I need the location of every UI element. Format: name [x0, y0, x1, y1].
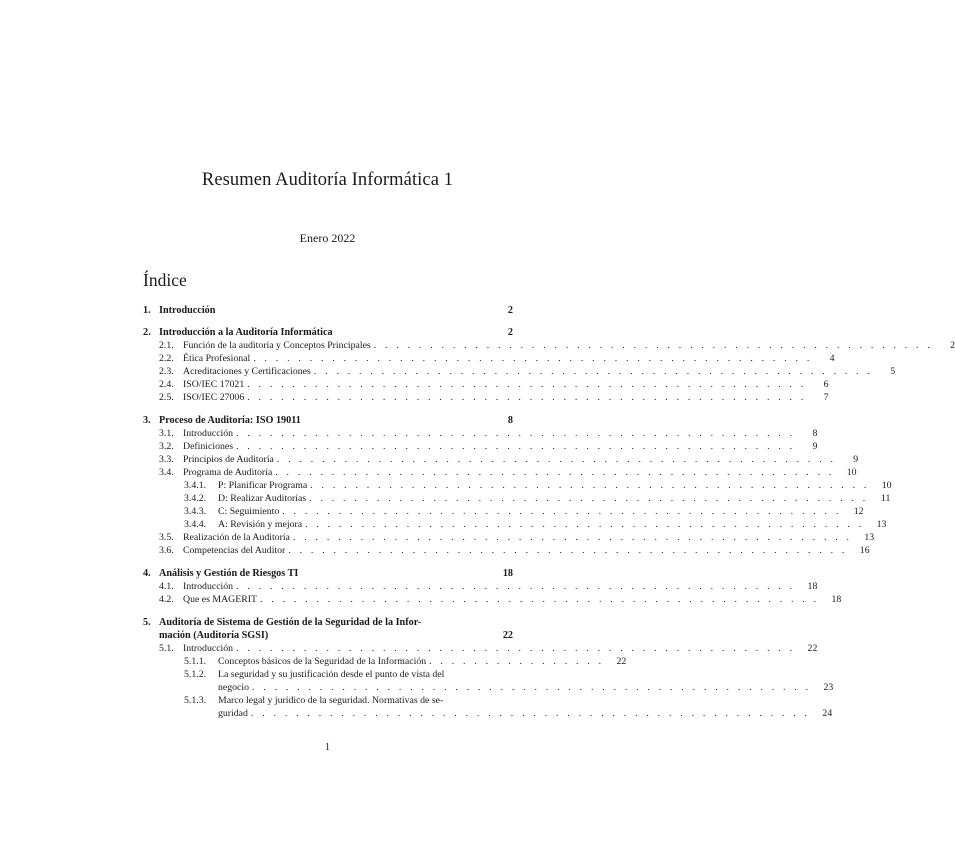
toc-entry-page: 10: [881, 480, 892, 491]
toc-entry-2-3[interactable]: [159, 365, 896, 378]
toc-entry-page: 22: [616, 656, 627, 667]
toc-entry-5-1-2[interactable]: [218, 681, 834, 694]
toc-entry-3-4-3[interactable]: [184, 505, 864, 518]
toc-entry-3-4[interactable]: [159, 466, 857, 479]
toc-leader-dots: . . . . . . . . . . . . . . . . . . . . . . . . . . . . . . . . . . . . . . . . . . . . . . . . . .: [309, 493, 869, 504]
toc-entry-title: Introducción: [159, 305, 216, 316]
toc-entry-page: 18: [831, 594, 842, 605]
toc-entry-1[interactable]: [143, 304, 513, 317]
toc-entry-number: 2.4.: [159, 379, 174, 390]
toc-entry-number: 3.3.: [159, 454, 174, 465]
toc-entry-title: Introducción: [183, 643, 234, 654]
toc-leader-dots: . . . . . . . . . . . . . . . . . . . . . . . . . . . . . . . . . . . . . . . . . . . . . . . . . .: [252, 682, 812, 693]
toc-entry-2-1[interactable]: [159, 339, 955, 352]
toc-entry-page: 2: [507, 305, 513, 316]
toc-entry-title: Introducción: [183, 428, 234, 439]
toc-entry-page: 2: [950, 340, 955, 351]
toc-entry-5-1-3-number: 5.1.3.: [184, 695, 207, 706]
toc-entry-4-1[interactable]: [159, 580, 818, 593]
document-title: Resumen Auditoría Informática 1: [201, 170, 454, 190]
toc-entry-title: P: Planificar Programa: [218, 480, 308, 491]
toc-entry-2[interactable]: [143, 326, 513, 339]
toc-entry-title: Acreditaciones y Certificaciones: [183, 366, 311, 377]
toc-entry-5-number: 5.: [143, 617, 151, 628]
toc-entry-title: Definiciones: [183, 441, 234, 452]
toc-entry-number: 1.: [143, 305, 151, 316]
toc-entry-4[interactable]: [143, 567, 513, 580]
toc-entry-number: 4.2.: [159, 594, 174, 605]
toc-entry-title: Realización de la Auditoría: [183, 532, 290, 543]
toc-entry-page: 4: [829, 353, 835, 364]
toc-entry-2-2[interactable]: [159, 352, 835, 365]
toc-entry-title: Que es MAGERIT: [183, 594, 258, 605]
toc-entry-title: Análisis y Gestión de Riesgos TI: [159, 568, 299, 579]
toc-entry-page: 10: [846, 467, 857, 478]
toc-entry-page: 24: [822, 708, 833, 719]
toc-entry-5[interactable]: [159, 629, 513, 642]
toc-entry-page: 22: [502, 630, 513, 641]
toc-entry-number: 2.3.: [159, 366, 174, 377]
toc-entry-page: 18: [502, 568, 513, 579]
toc-entry-title: Programa de Auditoría: [183, 467, 273, 478]
toc-leader-dots: . . . . . . . . . . . . . . . . . . . . . . . . . . . . . . . . . . . . . . . . . . . . . . . . . .: [373, 340, 934, 351]
toc-leader-dots: . . . . . . . . . . . . . . . . . . . . . . . . . . . . . . . . . . . . . . . . . . . . . . . . . .: [247, 392, 807, 403]
toc-entry-3-6[interactable]: [159, 544, 870, 557]
page-number: 1: [325, 742, 330, 753]
toc-entry-page: 9: [812, 441, 818, 452]
toc-leader-dots: . . . . . . . . . . . . . . . . . . . . . . . . . . . . . . . . . . . . . . . . . . . . . . . . . .: [247, 379, 807, 390]
toc-entry-number: 2.5.: [159, 392, 174, 403]
toc-entry-page: 23: [823, 682, 834, 693]
toc-entry-title: Función de la auditoría y Conceptos Principales: [183, 340, 371, 351]
toc-leader-dots: . . . . . . . . . . . . . . . . . . . . . . . . . . . . . . . . . . . . . . . . . . . . . . . . . .: [236, 643, 796, 654]
toc-entry-page: 11: [881, 493, 891, 504]
toc-entry-title: Introducción a la Auditoría Informática: [159, 327, 333, 338]
toc-entry-page: 2: [507, 327, 513, 338]
toc-entry-5-1-2-title-line1[interactable]: La seguridad y su justificación desde el punto de vista del: [218, 669, 445, 680]
toc-entry-number: 3.6.: [159, 545, 174, 556]
toc-entry-5-1-1[interactable]: [184, 655, 627, 668]
toc-entry-5-1-2-number: 5.1.2.: [184, 669, 207, 680]
toc-entry-title: ISO/IEC 17021: [183, 379, 245, 390]
toc-entry-3-4-2[interactable]: [184, 492, 891, 505]
toc-leader-dots: . . . . . . . . . . . . . . . . . . . . . . . . . . . . . . . . . . . . . . . . . . . . . . . . . .: [275, 467, 835, 478]
toc-entry-number: 3.5.: [159, 532, 174, 543]
toc-entry-page: 12: [853, 506, 864, 517]
toc-entry-number: 4.: [143, 568, 151, 579]
toc-entry-5-1[interactable]: [159, 642, 818, 655]
toc-entry-3-3[interactable]: [159, 453, 859, 466]
toc-entry-page: 16: [859, 545, 870, 556]
toc-leader-dots: . . . . . . . . . . . . . . . . . . . . . . . . . . . . . . . . . . . . . . . . . . . . . . . . . .: [253, 353, 813, 364]
toc-leader-dots: . . . . . . . . . . . . . . . .: [429, 656, 605, 667]
toc-entry-number: 5.1.1.: [184, 656, 207, 667]
toc-entry-title: A: Revisión y mejora: [218, 519, 303, 530]
toc-entry-title: C: Seguimiento: [218, 506, 280, 517]
toc-leader-dots: . . . . . . . . . . . . . . . . . . . . . . . . . . . . . . . . . . . . . . . . . . . . . . . . . .: [236, 428, 796, 439]
document-date: Enero 2022: [299, 231, 356, 245]
toc-entry-number: 2.1.: [159, 340, 174, 351]
toc-entry-page: 22: [807, 643, 818, 654]
toc-entry-4-2[interactable]: [159, 593, 842, 606]
toc-entry-page: 7: [823, 392, 829, 403]
toc-entry-page: 5: [890, 366, 896, 377]
toc-entry-title: Principios de Auditoría: [183, 454, 274, 465]
toc-entry-number: 3.: [143, 415, 151, 426]
toc-entry-number: 3.4.3.: [184, 506, 207, 517]
toc-leader-dots: . . . . . . . . . . . . . . . . . . . . . . . . . . . . . . . . . . . . . . . . . . . . . . . . . .: [292, 532, 853, 543]
toc-entry-title: Conceptos básicos de la Seguridad de la Información: [218, 656, 427, 667]
toc-leader-dots: . . . . . . . . . . . . . . . . . . . . . . . . . . . . . . . . . . . . . . . . . . . . . . . . . .: [313, 366, 874, 377]
toc-entry-title: D: Realizar Auditorías: [218, 493, 307, 504]
toc-entry-number: 2.2.: [159, 353, 174, 364]
toc-entry-title: ISO/IEC 27006: [183, 392, 245, 403]
toc-leader-dots: . . . . . . . . . . . . . . . . . . . . . . . . . . . . . . . . . . . . . . . . . . . . . . . . . .: [282, 506, 842, 517]
toc-entry-number: 3.2.: [159, 441, 174, 452]
toc-entry-title: Introducción: [183, 581, 234, 592]
toc-entry-3-4-4[interactable]: [184, 518, 887, 531]
toc-leader-dots: . . . . . . . . . . . . . . . . . . . . . . . . . . . . . . . . . . . . . . . . . . . . . . . . . .: [276, 454, 837, 465]
toc-leader-dots: . . . . . . . . . . . . . . . . . . . . . . . . . . . . . . . . . . . . . . . . . . . . . . . . . .: [310, 480, 870, 491]
toc-leader-dots: . . . . . . . . . . . . . . . . . . . . . . . . . . . . . . . . . . . . . . . . . . . . . . . . . .: [305, 519, 865, 530]
toc-entry-number: 5.1.: [159, 643, 174, 654]
toc-entry-number: 3.4.1.: [184, 480, 207, 491]
toc-entry-3-2[interactable]: [159, 440, 818, 453]
toc-leader-dots: . . . . . . . . . . . . . . . . . . . . . . . . . . . . . . . . . . . . . . . . . . . . . . . . . .: [260, 594, 820, 605]
toc-entry-3-4-1[interactable]: [184, 479, 892, 492]
toc-entry-page: 13: [876, 519, 887, 530]
toc-heading: Índice: [143, 270, 187, 290]
toc-entry-page: 6: [823, 379, 829, 390]
toc-entry-title-line2: guridad: [218, 708, 248, 719]
toc-entry-3-5[interactable]: [159, 531, 875, 544]
toc-entry-page: 13: [864, 532, 875, 543]
toc-entry-title-line2: negocio: [218, 682, 250, 693]
toc-entry-number: 3.4.2.: [184, 493, 207, 504]
toc-entry-page: 9: [853, 454, 859, 465]
toc-leader-dots: . . . . . . . . . . . . . . . . . . . . . . . . . . . . . . . . . . . . . . . . . . . . . . . . . .: [288, 545, 848, 556]
toc-entry-5-title-line1[interactable]: Auditoría de Sistema de Gestión de la Seguridad de la Infor-: [159, 617, 422, 628]
toc-entry-page: 8: [812, 428, 818, 439]
toc-entry-title-line2: mación (Auditoría SGSI): [159, 630, 269, 641]
toc-entry-number: 4.1.: [159, 581, 174, 592]
toc-entry-number: 2.: [143, 327, 151, 338]
toc-entry-5-1-3-title-line1[interactable]: Marco legal y jurídico de la seguridad. Normativas de se-: [218, 695, 444, 706]
toc-entry-3[interactable]: [143, 414, 513, 427]
toc-entry-title: Ética Profesional: [183, 353, 251, 364]
toc-entry-2-5[interactable]: [159, 391, 829, 404]
toc-entry-5-1-3[interactable]: [218, 707, 833, 720]
toc-entry-number: 3.1.: [159, 428, 174, 439]
toc-entry-title: Proceso de Auditoría: ISO 19011: [159, 415, 301, 426]
toc-entry-title: Competencias del Auditor: [183, 545, 286, 556]
toc-leader-dots: . . . . . . . . . . . . . . . . . . . . . . . . . . . . . . . . . . . . . . . . . . . . . . . . . .: [250, 708, 811, 719]
toc-entry-page: 18: [807, 581, 818, 592]
toc-leader-dots: . . . . . . . . . . . . . . . . . . . . . . . . . . . . . . . . . . . . . . . . . . . . . . . . . .: [236, 441, 796, 452]
toc-entry-number: 3.4.4.: [184, 519, 207, 530]
toc-leader-dots: . . . . . . . . . . . . . . . . . . . . . . . . . . . . . . . . . . . . . . . . . . . . . . . . . .: [236, 581, 796, 592]
toc-entry-3-1[interactable]: [159, 427, 818, 440]
toc-entry-2-4[interactable]: [159, 378, 829, 391]
toc-entry-number: 3.4.: [159, 467, 174, 478]
toc-entry-page: 8: [507, 415, 513, 426]
